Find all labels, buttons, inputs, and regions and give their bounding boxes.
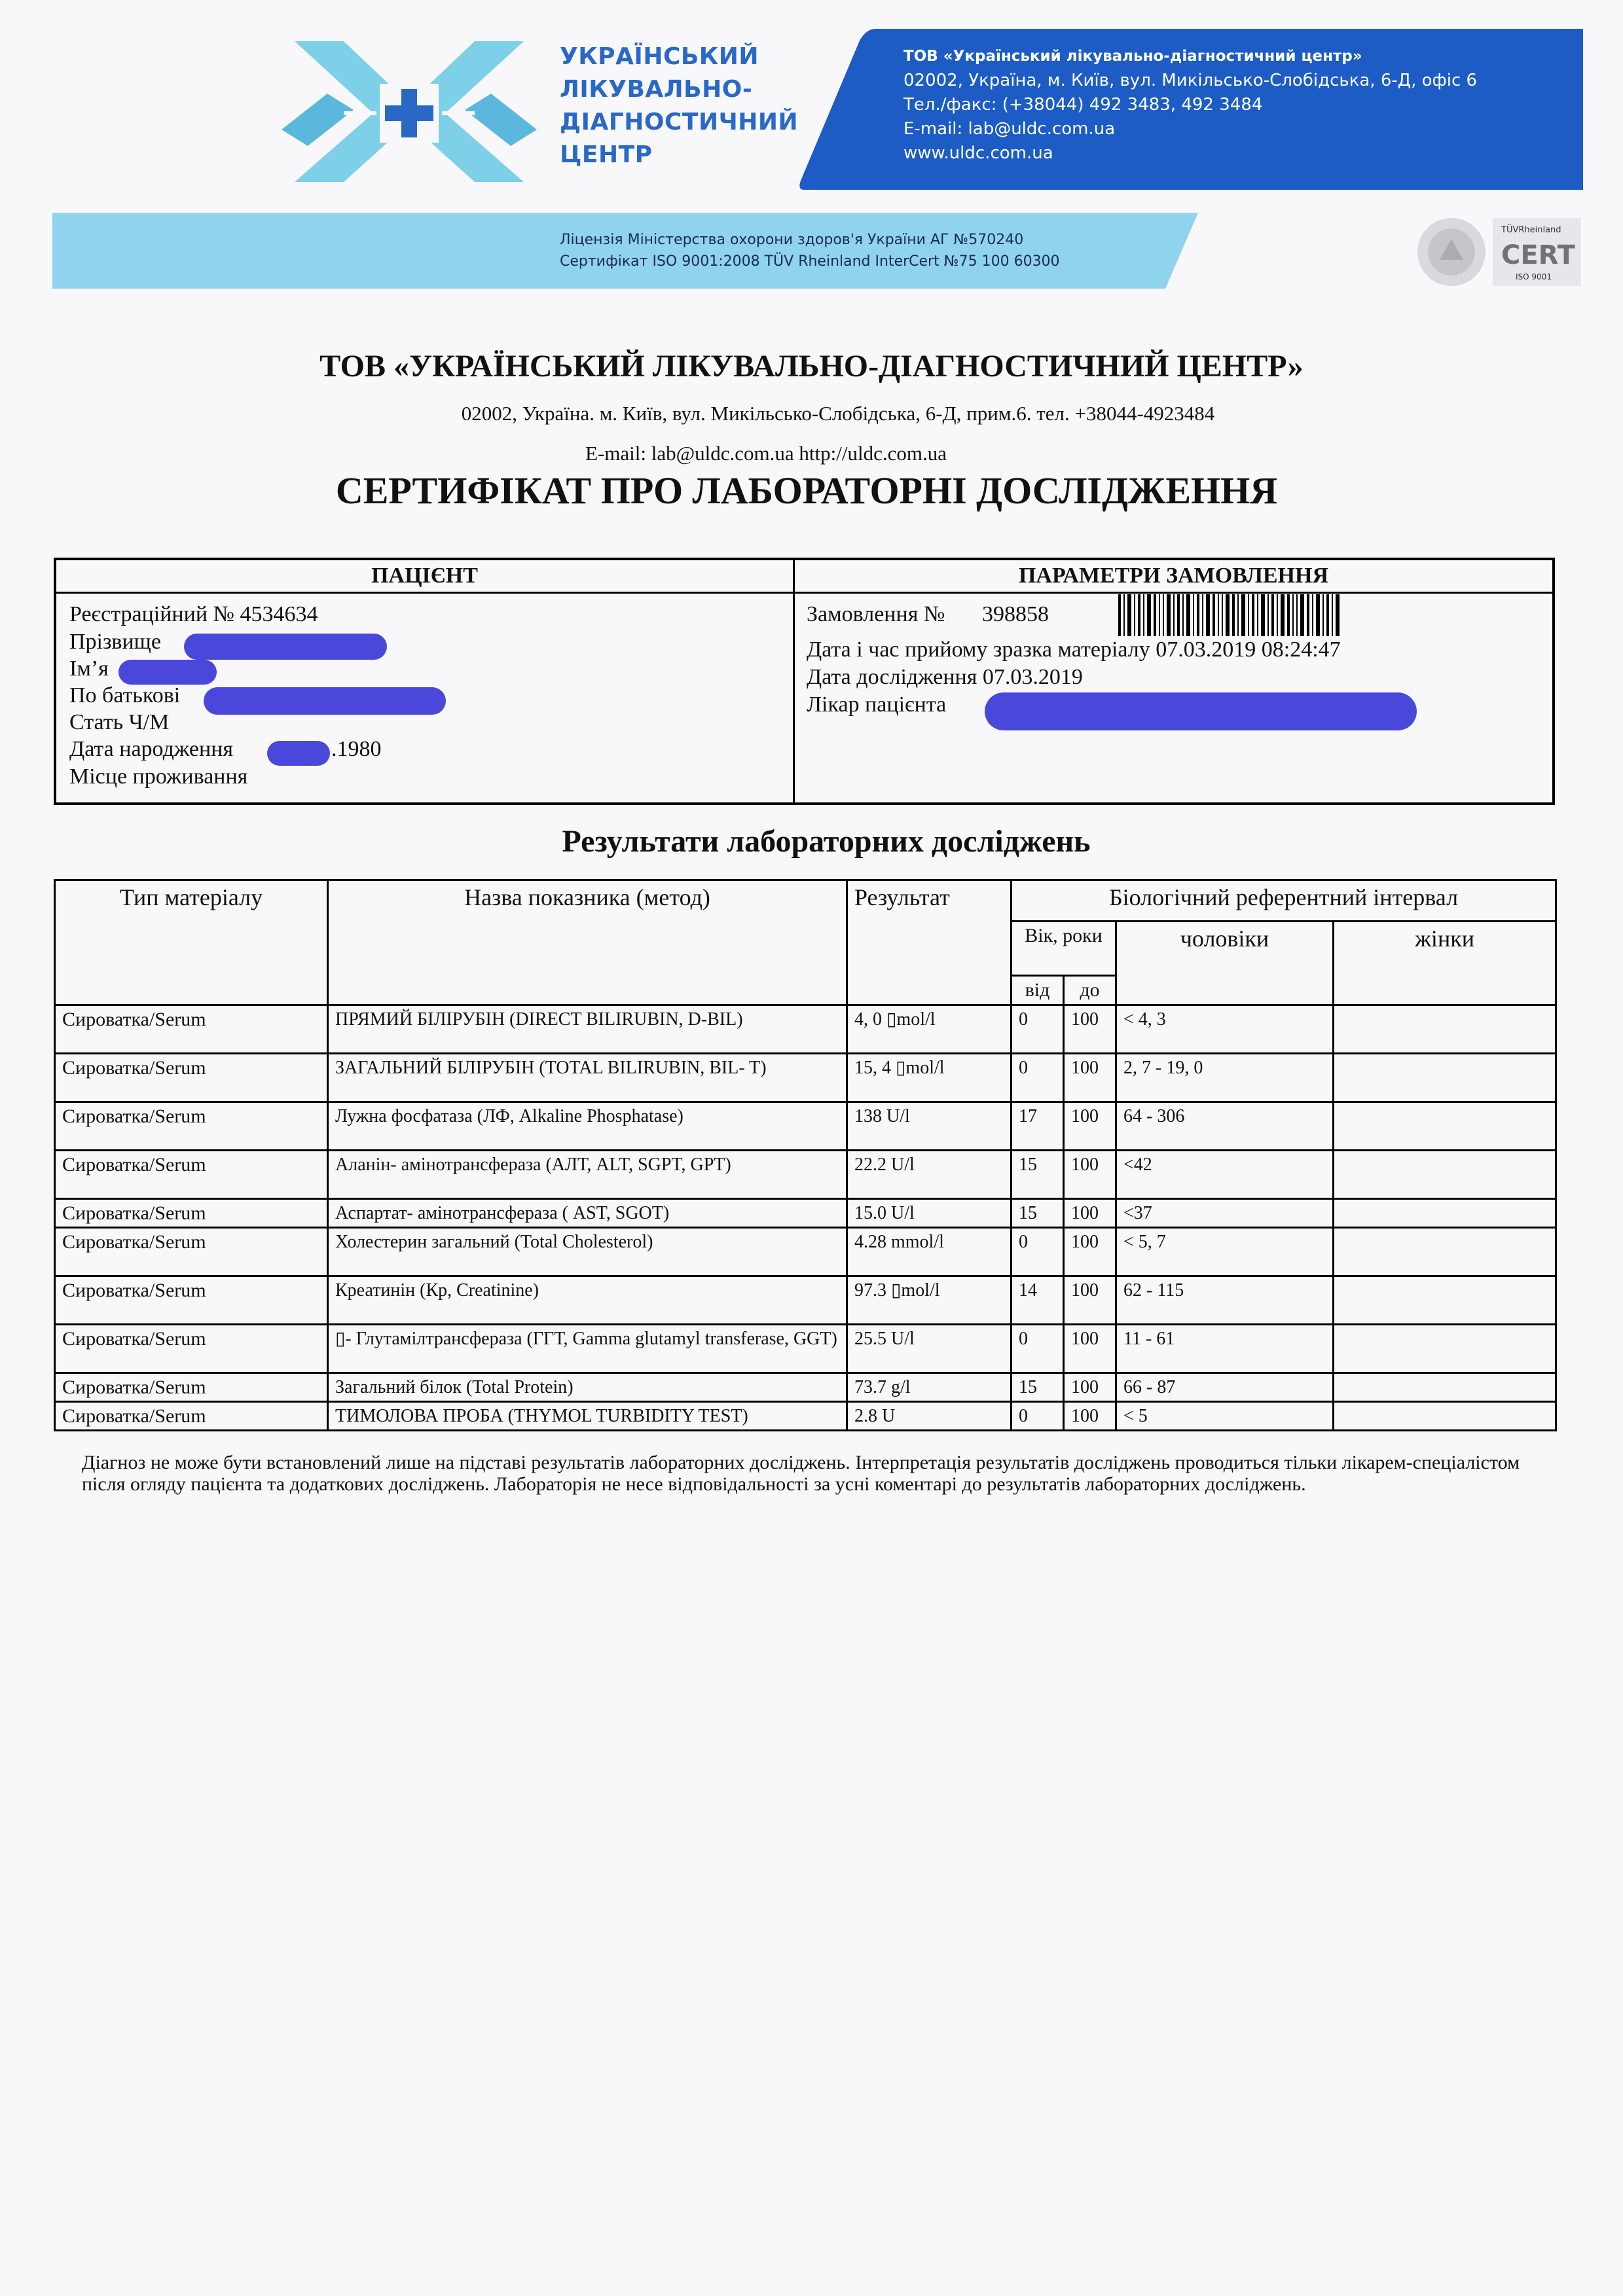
- brand-name: [560, 41, 798, 171]
- contact-company: ТОВ «Український лікувально-діагностичний центр»: [903, 48, 1362, 65]
- certificate-title: СЕРТИФІКАТ ПРО ЛАБОРАТОРНІ ДОСЛІДЖЕННЯ: [335, 469, 1278, 512]
- cell-ref-women: [1334, 1276, 1556, 1325]
- cell-result: 2.8 U: [847, 1402, 1012, 1431]
- brand-line: ДІАГНОСТИЧНИЙ: [560, 109, 799, 135]
- cell-age-from: 0: [1012, 1054, 1064, 1102]
- cell-result: 22.2 U/l: [847, 1151, 1012, 1199]
- cell-ref-women: [1334, 1102, 1556, 1151]
- cell-age-from: 0: [1012, 1228, 1064, 1276]
- license-line: Ліцензія Міністерства охорони здоров'я України АГ №570240: [560, 232, 1024, 248]
- cell-ref-women: [1334, 1373, 1556, 1402]
- cell-age-from: 0: [1012, 1402, 1064, 1431]
- col-result: Результат: [847, 880, 1012, 1005]
- cell-ref-men: <42: [1116, 1151, 1334, 1199]
- cell-ref-men: 62 - 115: [1116, 1276, 1334, 1325]
- table-row: [55, 1054, 1556, 1102]
- org-email: E-mail: lab@uldc.com.ua http://uldc.com.ua: [585, 442, 947, 465]
- cell-result: 15.0 U/l: [847, 1199, 1012, 1228]
- table-row: [55, 1325, 1556, 1373]
- col-women: жінки: [1334, 922, 1556, 1005]
- cell-material: Сироватка/Serum: [55, 1199, 328, 1228]
- cell-ref-women: [1334, 1054, 1556, 1102]
- birth-year: .1980: [331, 737, 382, 761]
- redaction-mark: [204, 687, 446, 715]
- residence-label: Місце проживання: [69, 764, 248, 789]
- col-reference: Біологічний референтний інтервал: [1012, 880, 1556, 922]
- cell-material: Сироватка/Serum: [55, 1228, 328, 1276]
- org-title: ТОВ «УКРАЇНСЬКИЙ ЛІКУВАЛЬНО-ДІАГНОСТИЧНИЙ ЦЕНТР»: [319, 349, 1304, 384]
- registration-number: Реєстраційний № 4534634: [69, 602, 318, 626]
- barcode: [1118, 594, 1341, 636]
- cell-age-to: 100: [1064, 1402, 1116, 1431]
- disclaimer: Діагноз не може бути встановлений лише на підставі результатів лабораторних досліджень. Інтерпретація результатів досліджень проводиться тільки лікарем-спеціалістом після огляду пацієнта та додаткових досліджень. Лабораторія не несе відповідальності за усні коментарі до результатів лабораторних досліджень.: [82, 1452, 1520, 1495]
- brand-line: ЛІКУВАЛЬНО-: [560, 76, 753, 103]
- cell-ref-men: < 5: [1116, 1402, 1334, 1431]
- cell-material: Сироватка/Serum: [55, 1373, 328, 1402]
- cell-test-name: Аланін- амінотрансфераза (АЛТ, ALT, SGPT, GPT): [328, 1151, 847, 1199]
- table-row: [55, 1199, 1556, 1228]
- cell-ref-men: < 4, 3: [1116, 1005, 1334, 1054]
- brand-line: ЦЕНТР: [560, 141, 653, 168]
- surname-label: Прізвище: [69, 630, 161, 654]
- col-material: Тип матеріалу: [55, 880, 328, 1005]
- cell-age-from: 14: [1012, 1276, 1064, 1325]
- col-age-from: від: [1012, 976, 1064, 1005]
- order-header: ПАРАМЕТРИ ЗАМОВЛЕННЯ: [795, 560, 1552, 594]
- results-table: [54, 879, 1555, 1431]
- tuv-cert-badge: [1417, 213, 1581, 291]
- cell-material: Сироватка/Serum: [55, 1054, 328, 1102]
- sex: Стать Ч/М: [69, 710, 170, 734]
- redaction-mark: [985, 692, 1417, 730]
- cell-result: 4.28 mmol/l: [847, 1228, 1012, 1276]
- cell-age-to: 100: [1064, 1102, 1116, 1151]
- cell-age-to: 100: [1064, 1325, 1116, 1373]
- cell-ref-men: 64 - 306: [1116, 1102, 1334, 1151]
- table-row: [55, 1151, 1556, 1199]
- sample-date: Дата і час прийому зразка матеріалу 07.03.2019 08:24:47: [807, 637, 1341, 662]
- cell-ref-women: [1334, 1005, 1556, 1054]
- org-address: 02002, Україна. м. Київ, вул. Микільсько-Слобідська, 6-Д, прим.6. тел. +38044-4923484: [461, 402, 1215, 425]
- contact-website: www.uldc.com.ua: [903, 143, 1053, 163]
- cell-result: 25.5 U/l: [847, 1325, 1012, 1373]
- contact-email: E-mail: lab@uldc.com.ua: [903, 119, 1116, 139]
- cell-material: Сироватка/Serum: [55, 1102, 328, 1151]
- cell-age-to: 100: [1064, 1228, 1116, 1276]
- redaction-mark: [184, 634, 387, 660]
- certificate-line: Сертифікат ISO 9001:2008 TÜV Rheinland InterCert №75 100 60300: [560, 253, 1060, 270]
- cell-result: 73.7 g/l: [847, 1373, 1012, 1402]
- order-number: 398858: [982, 602, 1049, 626]
- cell-result: 138 U/l: [847, 1102, 1012, 1151]
- patient-order-box: [54, 558, 1555, 805]
- cell-test-name: ТИМОЛОВА ПРОБА (THYMOL TURBIDITY TEST): [328, 1402, 847, 1431]
- col-age-to: до: [1064, 976, 1116, 1005]
- cell-ref-women: [1334, 1151, 1556, 1199]
- cell-age-to: 100: [1064, 1005, 1116, 1054]
- cell-test-name: ПРЯМИЙ БІЛІРУБІН (DIRECT BILIRUBIN, D-BIL): [328, 1005, 847, 1054]
- cert-iso: ISO 9001: [1516, 272, 1552, 281]
- table-row: [55, 1005, 1556, 1054]
- cell-age-from: 0: [1012, 1005, 1064, 1054]
- cell-test-name: Загальний білок (Total Protein): [328, 1373, 847, 1402]
- table-row: [55, 1228, 1556, 1276]
- birth-date-label: Дата народження: [69, 737, 234, 761]
- cell-ref-men: <37: [1116, 1199, 1334, 1228]
- results-title: Результати лабораторних досліджень: [562, 824, 1091, 859]
- cell-ref-women: [1334, 1402, 1556, 1431]
- cell-material: Сироватка/Serum: [55, 1402, 328, 1431]
- cell-test-name: Аспартат- амінотрансфераза ( AST, SGOT): [328, 1199, 847, 1228]
- col-age: Вік, роки: [1012, 922, 1116, 976]
- results-body: [55, 1005, 1556, 1431]
- cell-material: Сироватка/Serum: [55, 1276, 328, 1325]
- cell-material: Сироватка/Serum: [55, 1005, 328, 1054]
- cell-age-from: 15: [1012, 1373, 1064, 1402]
- box-divider: [793, 560, 795, 802]
- patronymic-label: По батькові: [69, 683, 181, 708]
- cell-age-to: 100: [1064, 1151, 1116, 1199]
- cell-age-to: 100: [1064, 1373, 1116, 1402]
- cell-age-from: 17: [1012, 1102, 1064, 1151]
- table-row: [55, 1373, 1556, 1402]
- brand-line: УКРАЇНСЬКИЙ: [560, 43, 759, 70]
- cell-ref-men: 66 - 87: [1116, 1373, 1334, 1402]
- cell-age-from: 0: [1012, 1325, 1064, 1373]
- cell-age-to: 100: [1064, 1054, 1116, 1102]
- cell-ref-women: [1334, 1228, 1556, 1276]
- cell-ref-men: 2, 7 - 19, 0: [1116, 1054, 1334, 1102]
- cell-ref-women: [1334, 1325, 1556, 1373]
- cell-test-name: Лужна фосфатаза (ЛФ, Alkaline Phosphatase): [328, 1102, 847, 1151]
- table-row: [55, 1402, 1556, 1431]
- cell-ref-men: < 5, 7: [1116, 1228, 1334, 1276]
- contact-info: [903, 45, 1477, 166]
- col-name: Назва показника (метод): [328, 880, 847, 1005]
- cell-material: Сироватка/Serum: [55, 1151, 328, 1199]
- patient-header: ПАЦІЄНТ: [56, 560, 793, 594]
- license-info: [560, 229, 1060, 272]
- order-label: Замовлення №: [807, 602, 945, 626]
- uldc-logo: [282, 31, 537, 188]
- redaction-mark: [119, 660, 217, 685]
- contact-phone: Тел./факс: (+38044) 492 3483, 492 3484: [903, 95, 1263, 115]
- cell-material: Сироватка/Serum: [55, 1325, 328, 1373]
- redaction-mark: [267, 741, 330, 766]
- cert-small: TÜVRheinland: [1501, 225, 1561, 235]
- table-row: [55, 1102, 1556, 1151]
- name-label: Ім’я: [69, 656, 109, 681]
- cell-age-to: 100: [1064, 1276, 1116, 1325]
- table-row: [55, 1276, 1556, 1325]
- cell-test-name: ЗАГАЛЬНИЙ БІЛІРУБІН (TOTAL BILIRUBIN, BIL- T): [328, 1054, 847, 1102]
- col-men: чоловіки: [1116, 922, 1334, 1005]
- cell-test-name: ▯- Глутамілтрансфераза (ГГТ, Gamma glutamyl transferase, GGT): [328, 1325, 847, 1373]
- cell-age-to: 100: [1064, 1199, 1116, 1228]
- cell-result: 4, 0 ▯mol/l: [847, 1005, 1012, 1054]
- cell-age-from: 15: [1012, 1151, 1064, 1199]
- study-date: Дата дослідження 07.03.2019: [807, 665, 1083, 689]
- cell-ref-men: 11 - 61: [1116, 1325, 1334, 1373]
- cell-result: 97.3 ▯mol/l: [847, 1276, 1012, 1325]
- cert-big: CERT: [1501, 240, 1575, 270]
- doctor-label: Лікар пацієнта: [807, 692, 947, 717]
- cell-test-name: Креатинін (Кр, Creatinine): [328, 1276, 847, 1325]
- contact-address: 02002, Україна, м. Київ, вул. Микільсько-Слобідська, 6-Д, офіс 6: [903, 71, 1478, 90]
- cell-age-from: 15: [1012, 1199, 1064, 1228]
- cell-test-name: Холестерин загальний (Total Cholesterol): [328, 1228, 847, 1276]
- cell-result: 15, 4 ▯mol/l: [847, 1054, 1012, 1102]
- cell-ref-women: [1334, 1199, 1556, 1228]
